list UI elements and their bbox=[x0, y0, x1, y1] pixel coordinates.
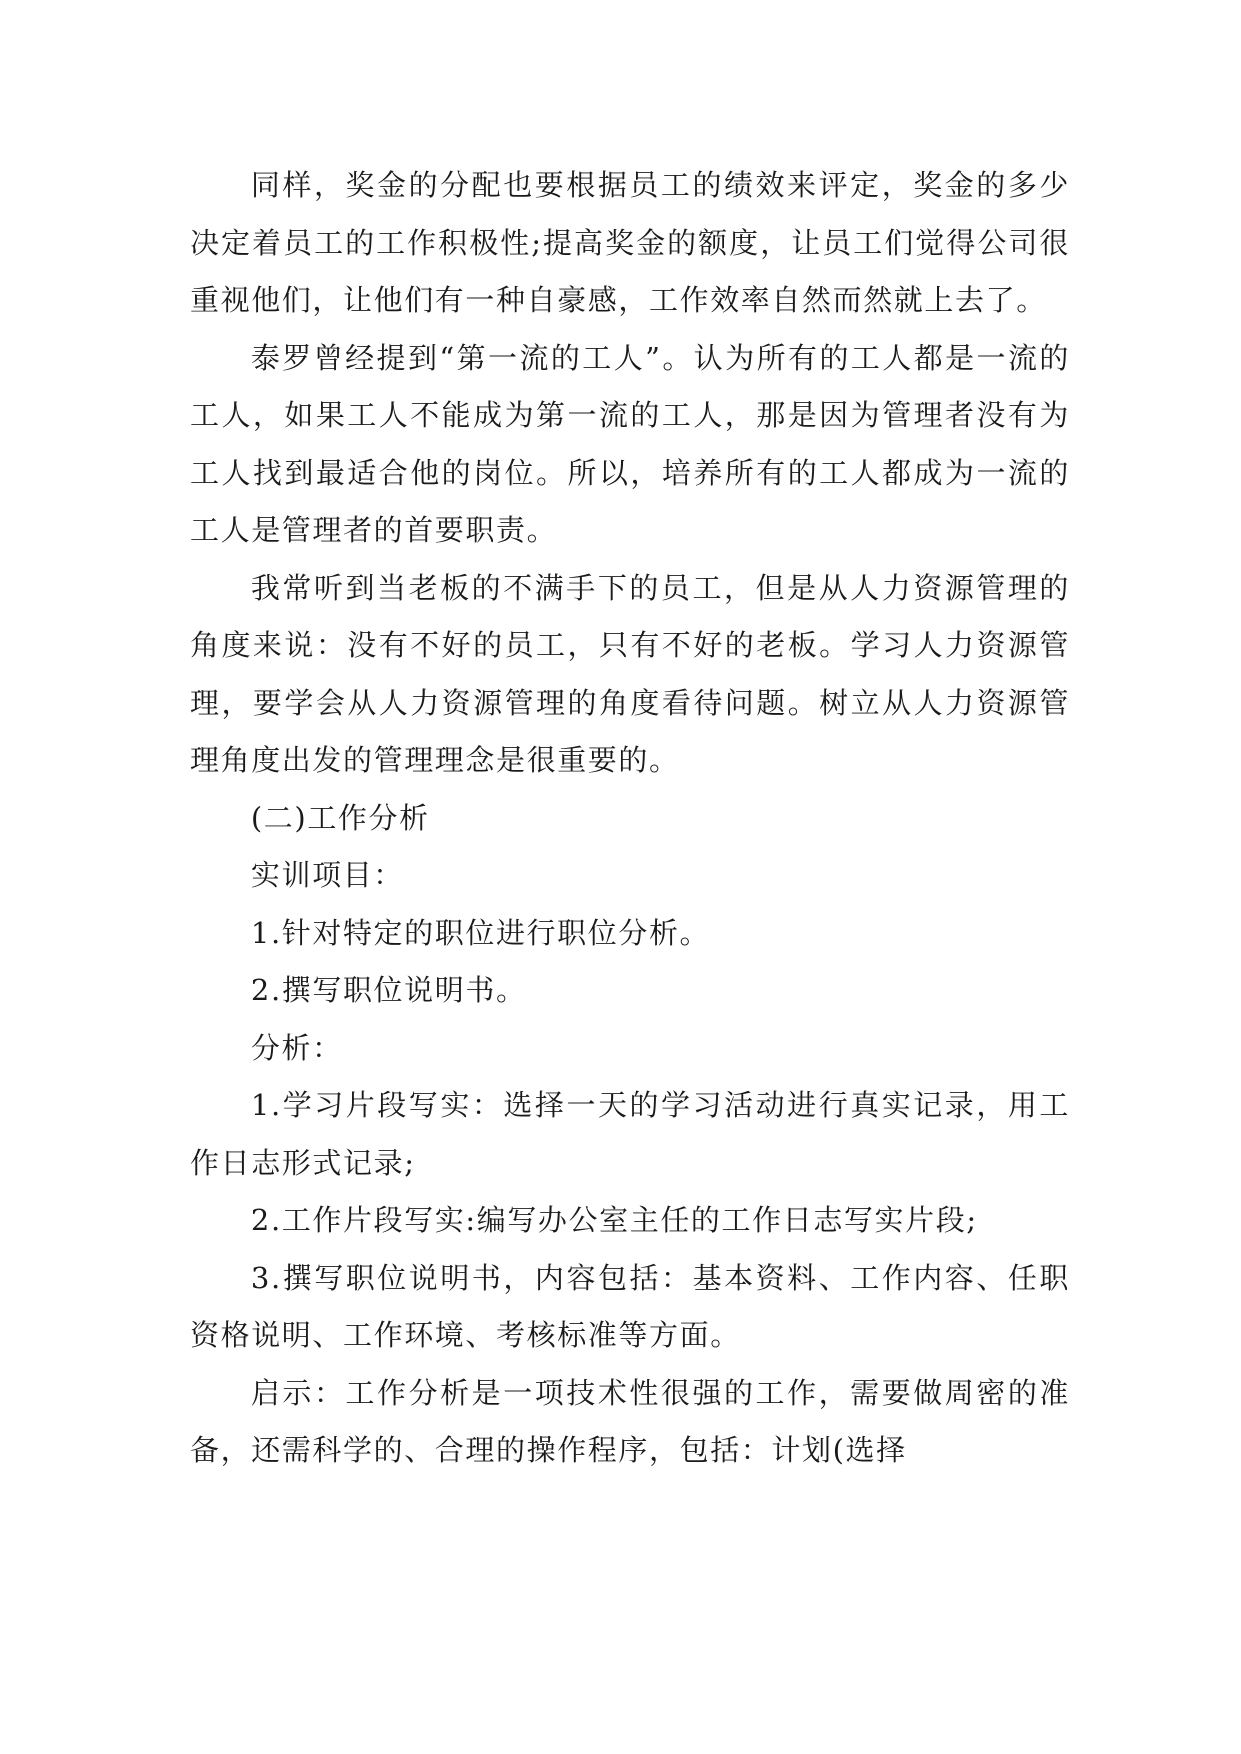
list-item: 1.针对特定的职位进行职位分析。 bbox=[250, 915, 711, 950]
list-item: 2.撰写职位说明书。 bbox=[250, 973, 527, 1007]
paragraph-management-view: 我常听到当老板的不满手下的员工，但是从人力资源管理的角度来说：没有不好的员工，只有不好的老板。学习人力资源管理，要学会从人力资源管理的角度看待问题。树立从人力资源管理角度出发的管理理念是很重要的。 bbox=[190, 570, 1070, 777]
list-item: 1.学习片段写实：选择一天的学习活动进行真实记录，用工作日志形式记录; bbox=[190, 1088, 1070, 1180]
paragraph-bonus: 同样，奖金的分配也要根据员工的绩效来评定，奖金的多少决定着员工的工作积极性;提高奖金的额度，让员工们觉得公司很重视他们，让他们有一种自豪感，工作效率自然而然就上去了。 bbox=[190, 168, 1070, 317]
list-item: 3.撰写职位说明书，内容包括：基本资料、工作内容、任职资格说明、工作环境、考核标准等方面。 bbox=[190, 1260, 1070, 1352]
paragraph-insight: 启示：工作分析是一项技术性很强的工作，需要做周密的准备，还需科学的、合理的操作程序，包括：计划(选择 bbox=[190, 1375, 1070, 1467]
document-body bbox=[190, 157, 1070, 1480]
section-heading: (二)工作分析 bbox=[250, 800, 430, 835]
list-item: 2.工作片段写实:编写办公室主任的工作日志写实片段; bbox=[250, 1203, 978, 1237]
analysis-label: 分析： bbox=[250, 1030, 343, 1065]
training-project-label: 实训项目： bbox=[250, 858, 404, 892]
paragraph-taylor: 泰罗曾经提到“第一流的工人”。认为所有的工人都是一流的工人，如果工人不能成为第一流的工人，那是因为管理者没有为工人找到最适合他的岗位。所以，培养所有的工人都成为一流的工人是管理者的首要职责。 bbox=[190, 340, 1070, 547]
